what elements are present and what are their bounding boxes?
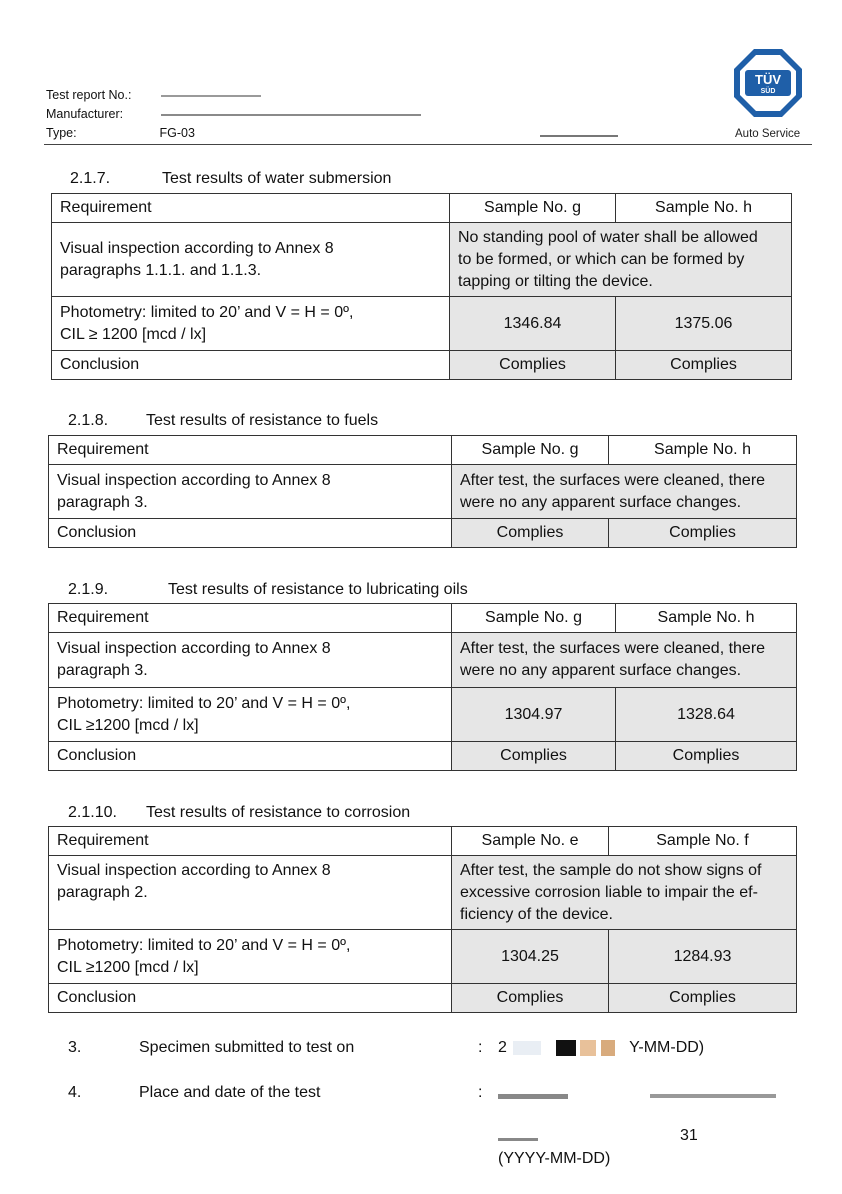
table-row-photometry bbox=[52, 297, 792, 351]
conclusion-a: Complies bbox=[452, 742, 616, 771]
col-sample-a: Sample No. g bbox=[450, 194, 616, 223]
photometry-requirement: Photometry: limited to 20’ and V = H = 0º, CIL ≥1200 [mcd / lx] bbox=[49, 688, 452, 742]
col-sample-a: Sample No. g bbox=[452, 436, 609, 465]
visual-result: After test, the surfaces were cleaned, there were no any apparent surface changes. bbox=[452, 465, 797, 519]
redacted-place-2 bbox=[650, 1094, 776, 1098]
redacted-manufacturer bbox=[161, 114, 421, 116]
date-start: 2 bbox=[498, 1039, 507, 1056]
photometry-value-a: 1346.84 bbox=[450, 297, 616, 351]
col-sample-b: Sample No. h bbox=[616, 194, 792, 223]
table-row-photometry bbox=[49, 930, 797, 984]
redacted-place-1 bbox=[498, 1094, 568, 1099]
conclusion-label: Conclusion bbox=[49, 984, 452, 1013]
visual-requirement: Visual inspection according to Annex 8 paragraphs 1.1.1. and 1.1.3. bbox=[52, 223, 450, 297]
table-row-conclusion bbox=[49, 519, 797, 548]
table-header-row bbox=[49, 827, 797, 856]
table-header-row bbox=[49, 604, 797, 633]
visual-result: After test, the sample do not show signs of excessive corrosion liable to impair the ef- ficiency of the device. bbox=[452, 856, 797, 930]
section-heading-2-1-9 bbox=[68, 581, 468, 599]
manufacturer-label: Manufacturer: bbox=[46, 107, 124, 121]
redacted-date bbox=[498, 1138, 538, 1141]
section-number: 2.1.7. bbox=[70, 170, 111, 187]
section-title: Test results of resistance to fuels bbox=[146, 412, 379, 429]
header-rule bbox=[44, 144, 812, 145]
photometry-requirement: Photometry: limited to 20’ and V = H = 0º, CIL ≥ 1200 [mcd / lx] bbox=[52, 297, 450, 351]
conclusion-a: Complies bbox=[452, 984, 609, 1013]
section-heading-2-1-8 bbox=[68, 412, 378, 430]
type-row bbox=[46, 126, 195, 140]
type-value: FG-03 bbox=[159, 126, 195, 140]
photometry-value-b: 1284.93 bbox=[609, 930, 797, 984]
col-sample-b: Sample No. h bbox=[616, 604, 797, 633]
table-row-photometry bbox=[49, 688, 797, 742]
date-format-4: (YYYY-MM-DD) bbox=[498, 1150, 611, 1167]
col-requirement: Requirement bbox=[52, 194, 450, 223]
conclusion-b: Complies bbox=[609, 519, 797, 548]
section-title: Test results of resistance to corrosion bbox=[146, 804, 411, 821]
report-no-label: Test report No.: bbox=[46, 88, 132, 102]
photometry-value-b: 1375.06 bbox=[616, 297, 792, 351]
visual-result: After test, the surfaces were cleaned, there were no any apparent surface changes. bbox=[452, 633, 797, 688]
col-sample-b: Sample No. h bbox=[609, 436, 797, 465]
col-sample-b: Sample No. f bbox=[609, 827, 797, 856]
photometry-value-b: 1328.64 bbox=[616, 688, 797, 742]
item-label-3: Specimen submitted to test on bbox=[139, 1039, 355, 1056]
item-label-4: Place and date of the test bbox=[139, 1084, 321, 1101]
section-number: 2.1.10. bbox=[68, 804, 117, 821]
table-water-submersion bbox=[51, 193, 792, 380]
section-heading-2-1-10 bbox=[68, 804, 410, 822]
conclusion-label: Conclusion bbox=[52, 351, 450, 380]
redacted-block bbox=[601, 1040, 615, 1056]
photometry-value-a: 1304.97 bbox=[452, 688, 616, 742]
date-end: 31 bbox=[680, 1127, 698, 1144]
visual-requirement: Visual inspection according to Annex 8 paragraph 3. bbox=[49, 465, 452, 519]
redaction-mark bbox=[540, 135, 618, 137]
table-row-visual bbox=[49, 856, 797, 930]
logo-text-bottom: SÜD bbox=[760, 88, 776, 95]
table-row-conclusion bbox=[52, 351, 792, 380]
table-row-conclusion bbox=[49, 984, 797, 1013]
visual-requirement: Visual inspection according to Annex 8 paragraph 3. bbox=[49, 633, 452, 688]
table-header-row bbox=[52, 194, 792, 223]
item-colon-4: : bbox=[478, 1084, 483, 1101]
section-title: Test results of water submersion bbox=[162, 170, 392, 187]
col-requirement: Requirement bbox=[49, 436, 452, 465]
table-row-visual bbox=[52, 223, 792, 297]
conclusion-b: Complies bbox=[609, 984, 797, 1013]
item-number-3: 3. bbox=[68, 1039, 82, 1056]
section-number: 2.1.8. bbox=[68, 412, 109, 429]
redacted-report-no bbox=[161, 95, 261, 97]
photometry-value-a: 1304.25 bbox=[452, 930, 609, 984]
table-row-conclusion bbox=[49, 742, 797, 771]
redacted-block bbox=[513, 1041, 541, 1055]
table-resistance-oils bbox=[48, 603, 797, 771]
visual-result: No standing pool of water shall be allowed to be formed, or which can be formed by tapping or tilting the device. bbox=[450, 223, 792, 297]
conclusion-a: Complies bbox=[450, 351, 616, 380]
item-colon-3: : bbox=[478, 1039, 483, 1056]
photometry-requirement: Photometry: limited to 20’ and V = H = 0º, CIL ≥1200 [mcd / lx] bbox=[49, 930, 452, 984]
col-sample-a: Sample No. g bbox=[452, 604, 616, 633]
table-resistance-corrosion bbox=[48, 826, 797, 1013]
col-sample-a: Sample No. e bbox=[452, 827, 609, 856]
type-label: Type: bbox=[46, 126, 77, 140]
conclusion-b: Complies bbox=[616, 742, 797, 771]
table-header-row bbox=[49, 436, 797, 465]
col-requirement: Requirement bbox=[49, 827, 452, 856]
conclusion-b: Complies bbox=[616, 351, 792, 380]
item-value-3 bbox=[498, 1039, 704, 1057]
manufacturer-row bbox=[46, 107, 421, 121]
visual-requirement: Visual inspection according to Annex 8 paragraph 2. bbox=[49, 856, 452, 930]
date-format: Y-MM-DD) bbox=[629, 1039, 705, 1056]
conclusion-label: Conclusion bbox=[49, 519, 452, 548]
section-number: 2.1.9. bbox=[68, 581, 109, 598]
conclusion-a: Complies bbox=[452, 519, 609, 548]
item-number-4: 4. bbox=[68, 1084, 82, 1101]
col-requirement: Requirement bbox=[49, 604, 452, 633]
section-heading-2-1-7 bbox=[70, 170, 391, 188]
report-no-row bbox=[46, 88, 261, 102]
table-resistance-fuels bbox=[48, 435, 797, 548]
logo-text-top: TÜV bbox=[755, 72, 781, 87]
table-row-visual bbox=[49, 465, 797, 519]
section-title: Test results of resistance to lubricating oils bbox=[168, 581, 468, 598]
table-row-visual bbox=[49, 633, 797, 688]
conclusion-label: Conclusion bbox=[49, 742, 452, 771]
redacted-block bbox=[556, 1040, 576, 1056]
logo-caption: Auto Service bbox=[735, 128, 801, 140]
redacted-block bbox=[580, 1040, 596, 1056]
tuv-sud-logo bbox=[733, 48, 803, 118]
